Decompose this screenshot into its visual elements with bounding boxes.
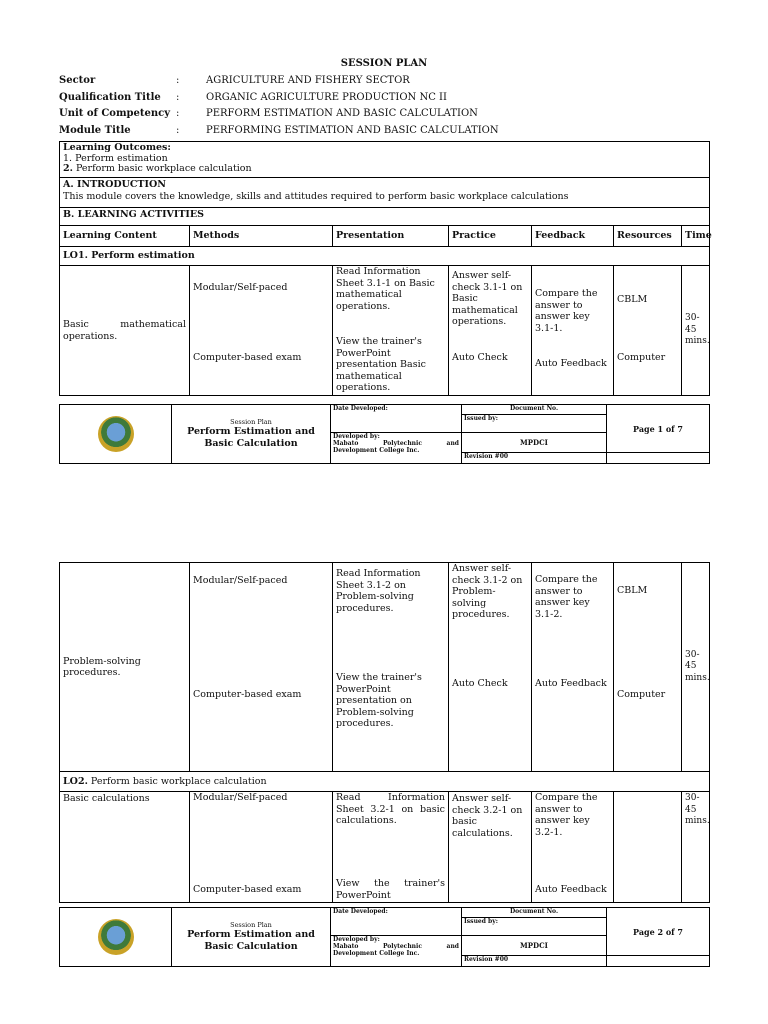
footer-date-developed [331, 908, 462, 936]
time-cell: 30-45 mins. [682, 563, 710, 772]
session-plan-table-page1 [59, 141, 710, 396]
college-logo [98, 919, 134, 955]
presentation-cell [333, 563, 449, 772]
practice-cell [449, 563, 532, 772]
method-item: Computer-based exam [193, 689, 302, 700]
lo1-header-row [60, 247, 710, 266]
sector-value: AGRICULTURE AND FISHERY SECTOR [206, 75, 410, 86]
issuer-name: MPDCI [520, 941, 548, 950]
presentation-cell [333, 792, 449, 903]
table-row [60, 266, 710, 396]
footer-issuer-cell [462, 936, 607, 956]
resource-item: CBLM [617, 585, 648, 596]
issuer-name: MPDCI [520, 438, 548, 447]
college-logo [98, 416, 134, 452]
document-no-label: Document No. [462, 405, 606, 415]
learning-content-cell: Problem-solving procedures. [60, 563, 190, 772]
session-plan-table-page2 [59, 562, 710, 903]
feedback-item: Auto Feedback [535, 358, 607, 369]
developer-name: Mabato Polytechnic and Development College Inc. [333, 943, 459, 957]
footer-page-cell [607, 405, 710, 453]
footer-date-developed [331, 405, 462, 433]
issued-by-label: Issued by: [464, 415, 498, 422]
lo-title: Perform estimation [91, 250, 195, 262]
sector-label: Sector [59, 75, 96, 86]
method-item: Computer-based exam [193, 352, 302, 363]
footer-title: Perform Estimation and Basic Calculation [187, 929, 315, 952]
resources-cell [614, 266, 682, 396]
presentation-item: Read Information Sheet 3.2-1 on basic calculations. [336, 792, 445, 826]
lo2-header-row [60, 772, 710, 792]
column-header: Presentation [333, 226, 449, 247]
colon: : [176, 108, 180, 119]
outcome-number: 1. [63, 152, 73, 164]
method-item: Computer-based exam [193, 884, 302, 895]
practice-item: Answer self-check 3.1-2 on Problem-solving procedures. [452, 563, 523, 620]
column-header: Resources [614, 226, 682, 247]
footer-doc-cell [462, 908, 607, 936]
methods-cell [190, 792, 333, 903]
presentation-item: View the trainer's PowerPoint [336, 878, 445, 901]
feedback-item: Auto Feedback [535, 884, 607, 895]
resource-item: Computer [617, 689, 666, 700]
module-value: PERFORMING ESTIMATION AND BASIC CALCULATION [206, 125, 499, 136]
table-row [60, 792, 710, 903]
method-item: Modular/Self-paced [193, 575, 288, 586]
module-label: Module Title [59, 125, 131, 136]
introduction-row [60, 178, 710, 208]
footer-empty-cell [607, 453, 710, 464]
document-no-label: Document No. [462, 908, 606, 918]
footer-session-plan: Session Plan [230, 921, 272, 929]
footer-page-cell [607, 908, 710, 956]
lo-title: Perform basic workplace calculation [90, 775, 267, 787]
feedback-item: Compare the answer to answer key 3.1-2. [535, 574, 598, 620]
developed-by-label: Developed by: [333, 433, 380, 440]
practice-item: Answer self-check 3.1-1 on Basic mathematical operations. [452, 270, 523, 327]
learning-content-cell: Basic calculations [60, 792, 190, 903]
unit-value: PERFORM ESTIMATION AND BASIC CALCULATION [206, 108, 478, 119]
footer-developed-by [331, 433, 462, 464]
column-header: Time [682, 226, 710, 247]
table-row [60, 563, 710, 772]
revision-label: Revision #00 [464, 956, 509, 963]
footer-doc-cell [462, 405, 607, 433]
learning-outcomes-label: Learning Outcomes: [63, 142, 171, 153]
learning-activities-label: B. LEARNING ACTIVITIES [60, 208, 710, 226]
footer-empty-cell [607, 956, 710, 967]
page-footer [59, 404, 710, 464]
introduction-label: A. INTRODUCTION [63, 179, 166, 190]
column-header: Methods [190, 226, 333, 247]
resources-cell [614, 792, 682, 903]
outcome-text: Perform basic workplace calculation [75, 163, 252, 174]
footer-logo-cell [60, 405, 172, 464]
page-title: SESSION PLAN [340, 58, 428, 69]
practice-cell: Answer self-check 3.2-1 on basic calculations. [449, 792, 532, 903]
presentation-item: View the trainer's PowerPoint presentation Basic mathematical operations. [336, 336, 426, 393]
resource-item: CBLM [617, 294, 648, 305]
footer-issuer-cell [462, 433, 607, 453]
time-cell: 30-45 mins. [682, 266, 710, 396]
footer-revision-cell [462, 453, 607, 464]
feedback-cell [532, 563, 614, 772]
footer-logo-cell [60, 908, 172, 967]
feedback-item: Auto Feedback [535, 678, 607, 689]
presentation-item: Read Information Sheet 3.1-2 on Problem-solving procedures. [336, 568, 421, 614]
footer-revision-cell [462, 956, 607, 967]
feedback-cell [532, 266, 614, 396]
column-header: Learning Content [60, 226, 190, 247]
presentation-item: View the trainer's PowerPoint presentation on Problem-solving procedures. [336, 672, 422, 729]
learning-content-cell: Basic mathematical operations. [60, 266, 190, 396]
feedback-item: Compare the answer to answer key 3.1-1. [535, 288, 598, 334]
column-header-row [60, 226, 710, 247]
page-number: Page 1 of 7 [633, 423, 683, 434]
page-footer [59, 907, 710, 967]
feedback-item: Compare the answer to answer key 3.2-1. [535, 792, 598, 838]
date-developed-label: Date Developed: [333, 908, 388, 915]
colon: : [176, 75, 180, 86]
outcome-item [63, 164, 706, 175]
column-header: Practice [449, 226, 532, 247]
practice-cell [449, 266, 532, 396]
lo-prefix: LO1. [63, 250, 88, 262]
date-developed-label: Date Developed: [333, 405, 388, 412]
column-header: Feedback [532, 226, 614, 247]
footer-title-cell [172, 405, 331, 464]
outcome-text: Perform estimation [75, 152, 168, 164]
colon: : [176, 125, 180, 136]
practice-item: Auto Check [452, 352, 508, 363]
time-cell: 30-45 mins. [682, 792, 710, 903]
method-item: Modular/Self-paced [193, 282, 288, 293]
resources-cell [614, 563, 682, 772]
footer-developed-by [331, 936, 462, 967]
footer-title-cell [172, 908, 331, 967]
issued-by-label: Issued by: [464, 918, 498, 925]
lo-prefix: LO2. [63, 775, 88, 787]
footer-title: Perform Estimation and Basic Calculation [187, 426, 315, 449]
presentation-item: Read Information Sheet 3.1-1 on Basic mathematical operations. [336, 266, 435, 312]
colon: : [176, 92, 180, 103]
methods-cell [190, 563, 333, 772]
unit-label: Unit of Competency [59, 108, 171, 119]
page-number: Page 2 of 7 [633, 926, 683, 937]
developer-name: Mabato Polytechnic and Development College Inc. [333, 440, 459, 454]
practice-item: Auto Check [452, 678, 508, 689]
methods-cell [190, 266, 333, 396]
qualification-value: ORGANIC AGRICULTURE PRODUCTION NC II [206, 92, 447, 103]
learning-outcomes-row [60, 142, 710, 178]
feedback-cell [532, 792, 614, 903]
resource-item: Computer [617, 352, 666, 363]
presentation-cell [333, 266, 449, 396]
revision-label: Revision #00 [464, 453, 509, 460]
qualification-label: Qualification Title [59, 92, 161, 103]
footer-session-plan: Session Plan [230, 418, 272, 426]
outcome-number: 2. [63, 163, 73, 174]
developed-by-label: Developed by: [333, 936, 380, 943]
method-item: Modular/Self-paced [193, 792, 288, 803]
introduction-text: This module covers the knowledge, skills and attitudes required to perform basic workplace calculations [63, 190, 569, 202]
learning-activities-row [60, 208, 710, 226]
